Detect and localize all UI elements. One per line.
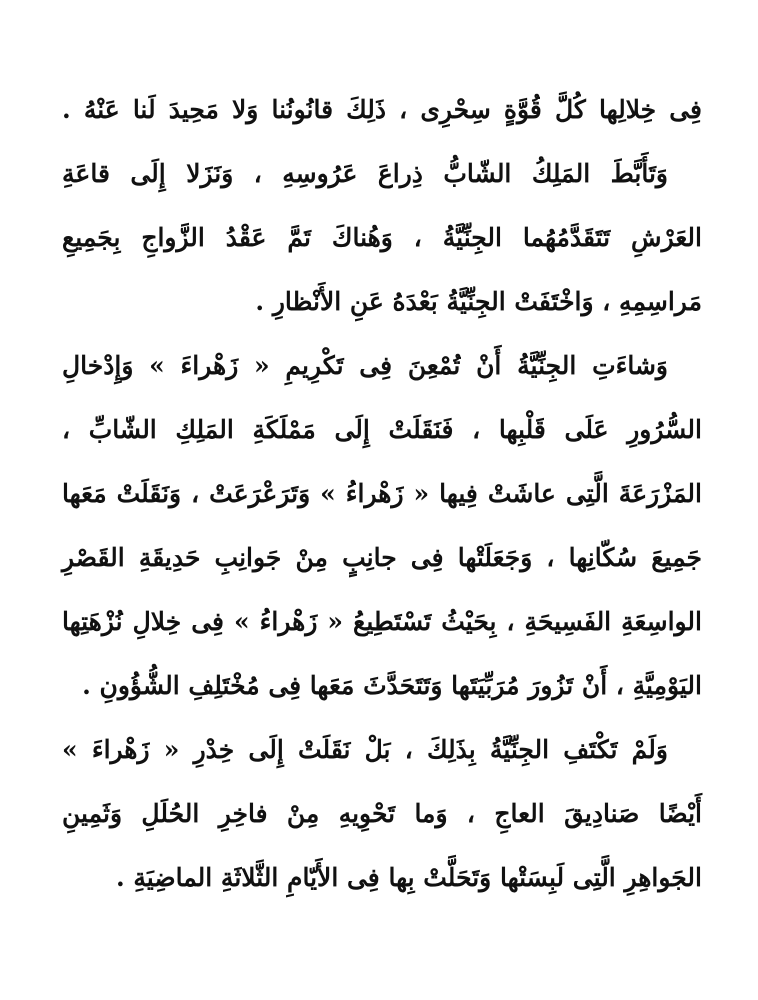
text-line-11: وَلَمْ تَكْتَفِ الجِنِّيَّةُ بِذَلِكَ ، بَلْ نَقَلَتْ إِلَى خِدْرِ « زَهْراءَ » <box>62 735 668 764</box>
text-line-5: وَشاءَتِ الجِنِّيَّةُ أَنْ تُمْعِنَ فِى تَكْرِيمِ « زَهْراءَ » وَإِدْخالِ <box>62 351 668 380</box>
text-line-2: وَتَأَبَّطَ المَلِكُ الشّابُّ ذِراعَ عَرُوسِهِ ، وَنَزَلا إِلَى قاعَةِ <box>62 159 668 188</box>
text-line-8: جَمِيعَ سُكّانِها ، وَجَعَلَتْها فِى جانِبٍ مِنْ جَوانِبِ حَدِيقَةِ القَصْرِ <box>62 543 702 572</box>
text-line-6: السُّرُورِ عَلَى قَلْبِها ، فَنَقَلَتْ إِلَى مَمْلَكَةِ المَلِكِ الشّابِّ ، <box>62 415 702 444</box>
text-line-13: الجَواهِرِ الَّتِى لَبِسَتْها وَتَحَلَّتْ بِها فِى الأَيّامِ الثَّلاثَةِ الماضِيَةِ . <box>116 863 702 892</box>
text-line-1: فِى خِلالِها كُلَّ قُوَّةٍ سِحْرِى ، ذَلِكَ قانُونُنا وَلا مَحِيدَ لَنا عَنْهُ . <box>62 95 702 124</box>
text-line-10: اليَوْمِيَّةِ ، أَنْ تَزُورَ مُرَبِّيَتَها وَتَتَحَدَّثَ مَعَها فِى مُخْتَلِفِ الشُّؤُونِ . <box>82 671 702 700</box>
text-line-3: العَرْشِ تَتَقَدَّمُهُما الجِنِّيَّةُ ، وَهُناكَ تَمَّ عَقْدُ الزَّواجِ بِجَمِيعِ <box>62 223 702 252</box>
text-line-4: مَراسِمِهِ ، وَاخْتَفَتْ الجِنِّيَّةُ بَعْدَهُ عَنِ الأَنْظارِ . <box>255 287 702 316</box>
text-line-9: الواسِعَةِ الفَسِيحَةِ ، بِحَيْثُ تَسْتَطِيعُ « زَهْراءُ » فِى خِلالِ نُزْهَتِها <box>62 607 702 636</box>
text-line-12: أَيْضًا صَنادِيقَ العاجِ ، وَما تَحْوِيهِ مِنْ فاخِرِ الحُلَلِ وَثَمِينِ <box>62 799 702 828</box>
arabic-text-body <box>62 78 702 910</box>
text-line-7: المَزْرَعَةَ الَّتِى عاشَتْ فِيها « زَهْراءُ » وَتَرَعْرَعَتْ ، وَنَقَلَتْ مَعَها <box>62 479 702 508</box>
